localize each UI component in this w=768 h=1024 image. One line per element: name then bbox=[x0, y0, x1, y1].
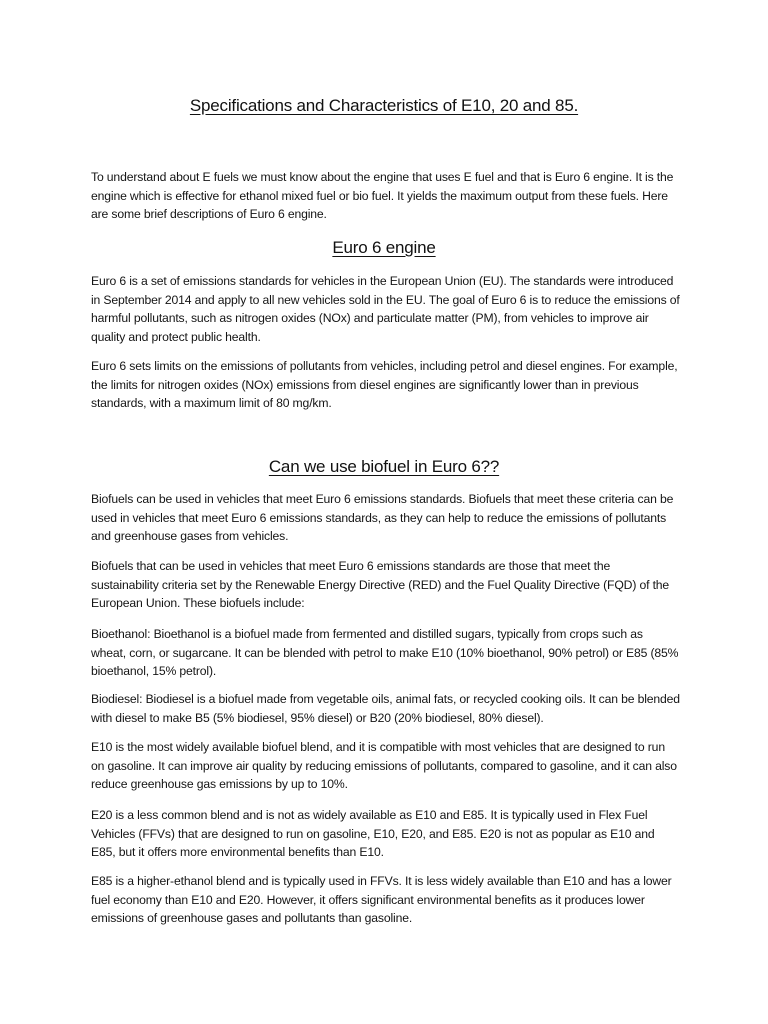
biofuel-paragraph-1: Biofuels can be used in vehicles that meet Euro 6 emissions standards. Biofuels that meet these criteria can be used in vehicles that meet Euro 6 emissions standards, as they can help to reduce the emissions of pollutants and greenhouse gases from vehicles. bbox=[91, 492, 674, 544]
biofuel-paragraph-2: Biofuels that can be used in vehicles that meet Euro 6 emissions standards are those that meet the sustainability criteria set by the Renewable Energy Directive (RED) and the Fuel Quality Directive (FQD) of the European Union. These biofuels include: bbox=[91, 559, 670, 611]
document-title: Specifications and Characteristics of E10, 20 and 85. bbox=[189, 96, 579, 115]
biodiesel-paragraph: Biodiesel: Biodiesel is a biofuel made from vegetable oils, animal fats, or recycled cooking oils. It can be blended with diesel to make B5 (5% biodiesel, 95% diesel) or B20 (20% biodiesel, 80% diesel). bbox=[91, 692, 680, 725]
euro6-paragraph-2: Euro 6 sets limits on the emissions of pollutants from vehicles, including petrol and diesel engines. For example, the limits for nitrogen oxides (NOx) emissions from diesel engines are significantly lower than in previous standards, with a maximum limit of 80 mg/km. bbox=[91, 359, 678, 411]
euro6-paragraph-1: Euro 6 is a set of emissions standards for vehicles in the European Union (EU). The standards were introduced in September 2014 and apply to all new vehicles sold in the EU. The goal of Euro 6 is to reduce the emissions of harmful pollutants, such as nitrogen oxides (NOx) and particulate matter (PM), from vehicles to improve air quality and protect public health. bbox=[91, 274, 680, 344]
e20-paragraph: E20 is a less common blend and is not as widely available as E10 and E85. It is typically used in Flex Fuel Vehicles (FFVs) that are designed to run on gasoline, E10, E20, and E85. E20 is not as popular as E10 and E85, but it offers more environmental benefits than E10. bbox=[91, 808, 655, 860]
e85-paragraph: E85 is a higher-ethanol blend and is typically used in FFVs. It is less widely available than E10 and has a lower fuel economy than E10 and E20. However, it offers significant environmental benefits as it produces lower emissions of greenhouse gases and pollutants than gasoline. bbox=[91, 874, 672, 926]
e10-paragraph: E10 is the most widely available biofuel blend, and it is compatible with most vehicles that are designed to run on gasoline. It can improve air quality by reducing emissions of pollutants, compared to gasoline, and it can also reduce greenhouse gas emissions by up to 10%. bbox=[91, 740, 677, 792]
section-heading-biofuel-euro-6: Can we use biofuel in Euro 6?? bbox=[268, 457, 500, 476]
bioethanol-paragraph: Bioethanol: Bioethanol is a biofuel made from fermented and distilled sugars, typically from crops such as wheat, corn, or sugarcane. It can be blended with petrol to make E10 (10% bioethanol, 90% petrol) or E85 (85% bioethanol, 15% petrol). bbox=[91, 627, 679, 679]
intro-paragraph: To understand about E fuels we must know about the engine that uses E fuel and that is Euro 6 engine. It is the engine which is effective for ethanol mixed fuel or bio fuel. It yields the maximum output from these fuels. Here are some brief descriptions of Euro 6 engine. bbox=[91, 170, 674, 222]
section-heading-euro-6-engine: Euro 6 engine bbox=[332, 238, 436, 257]
